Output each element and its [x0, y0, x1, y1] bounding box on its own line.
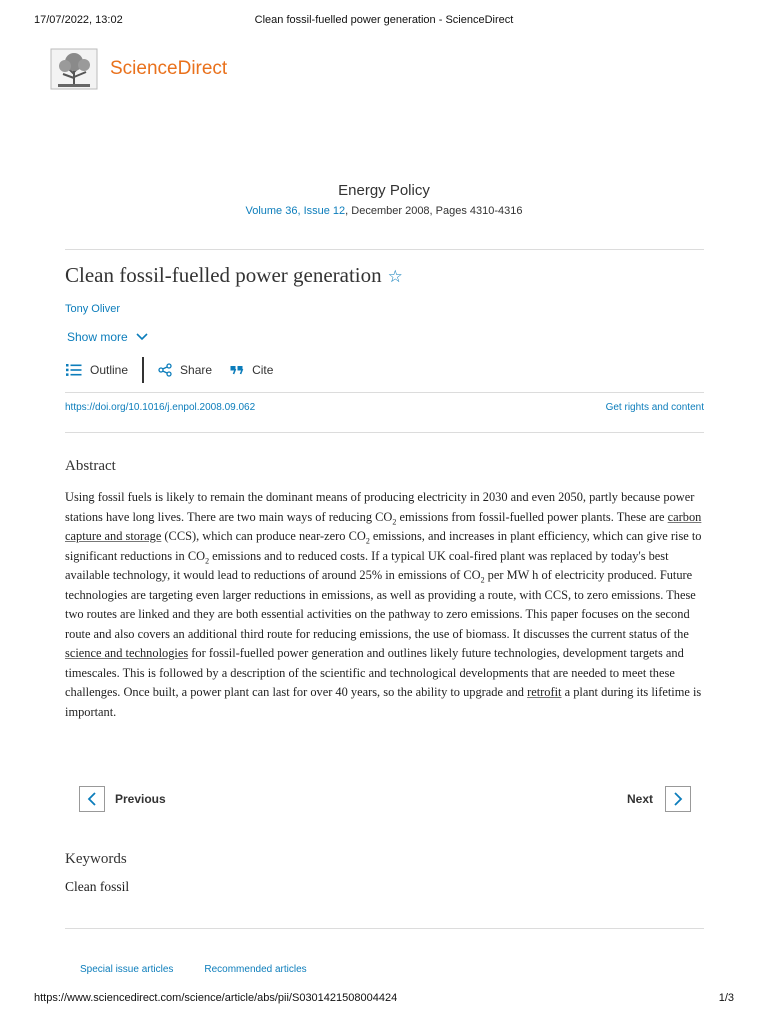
outline-button[interactable]	[66, 363, 128, 377]
retrofit-link[interactable]: retrofit	[527, 685, 562, 699]
print-title: Clean fossil-fuelled power generation - ScienceDirect	[254, 14, 514, 26]
share-label: Share	[180, 363, 213, 377]
list-icon	[66, 363, 82, 377]
issue-details: , December 2008, Pages 4310-4316	[345, 205, 523, 217]
chevron-down-icon	[136, 333, 148, 341]
issue-link[interactable]: Volume 36, Issue 12	[245, 205, 346, 217]
chevron-left-icon	[79, 786, 105, 812]
outline-label: Outline	[90, 363, 129, 377]
author-link[interactable]: Tony Oliver	[65, 303, 121, 315]
article-title	[65, 263, 403, 288]
next-label: Next	[626, 792, 653, 806]
print-url: https://www.sciencedirect.com/science/article/abs/pii/S0301421508004424	[34, 992, 398, 1004]
journal-name[interactable]: Energy Policy	[338, 182, 430, 199]
show-more-label: Show more	[67, 330, 128, 344]
next-button[interactable]	[627, 786, 691, 812]
sciencedirect-logo[interactable]	[50, 48, 227, 90]
rights-link[interactable]: Get rights and content	[605, 402, 704, 413]
divider	[65, 432, 704, 433]
article-title-text: Clean fossil-fuelled power generation	[65, 263, 382, 287]
abstract-heading: Abstract	[65, 458, 116, 474]
divider	[65, 249, 704, 250]
elsevier-tree-icon	[50, 48, 98, 90]
brand-name: ScienceDirect	[110, 58, 228, 79]
abstract-text: Using fossil fuels is likely to remain the dominant means of producing electricity in 2030 and even 2050, partly because power stations have long lives. There are two main ways of reducing $CO_2$ emissions from fossil-fuelled power plants. These are carbon capture and storage (CCS), which can produce near-zero $CO_2$ emissions, and increases in plant efficiency, which can give rise to significant reductions in $CO_2$ emissions and to reduced costs. If a typical UK coal-fired plant was replaced by today's best available technology, it would lead to reductions of around 25% in emissions of $CO_2$ per MW h of electricity produced. Future technologies are targeting even larger reductions in emissions, as well as providing a route, with CCS, to zero emissions. These two routes are linked and they are both essential activities on the pathway to zero emissions. This paper focuses on the second route and also covers an additional third route for reducing emissions, the use of biomass. It discusses the current status of the science and technologies for fossil-fuelled power generation and outlines likely future technologies, development targets and timescales. This is followed by a description of the scientific and technological developments that are needed to meet these challenges. Once built, a power plant can last for over 40 years, so the ability to upgrade and retrofit a plant during its lifetime is important.	[65, 490, 702, 719]
toolbar-separator	[142, 357, 144, 383]
doi-link[interactable]: https://doi.org/10.1016/j.enpol.2008.09.062	[65, 402, 256, 413]
bottom-tabs	[80, 964, 307, 975]
divider	[65, 392, 704, 393]
keyword-item[interactable]: Clean fossil	[65, 879, 130, 894]
star-icon[interactable]: ☆	[387, 267, 403, 286]
share-button[interactable]	[158, 363, 212, 377]
article-toolbar	[66, 357, 273, 383]
print-date: 17/07/2022, 13:02	[34, 14, 123, 26]
quote-icon	[230, 364, 244, 376]
keywords-heading: Keywords	[65, 851, 127, 867]
recommended-articles-link[interactable]: Recommended articles	[204, 964, 307, 975]
print-page-number: 1/3	[718, 992, 734, 1004]
special-issue-articles-link[interactable]: Special issue articles	[80, 964, 174, 975]
share-icon	[158, 363, 172, 377]
chevron-right-icon	[665, 786, 691, 812]
show-more-button[interactable]	[67, 330, 148, 344]
divider	[65, 928, 704, 929]
science-technologies-link[interactable]: science and technologies	[65, 646, 189, 660]
ccs-link[interactable]: carbon capture and storage	[65, 509, 702, 543]
issue-info	[0, 205, 768, 217]
cite-label: Cite	[252, 363, 274, 377]
previous-button[interactable]	[79, 786, 166, 812]
previous-label: Previous	[115, 792, 166, 806]
cite-button[interactable]	[230, 363, 273, 377]
